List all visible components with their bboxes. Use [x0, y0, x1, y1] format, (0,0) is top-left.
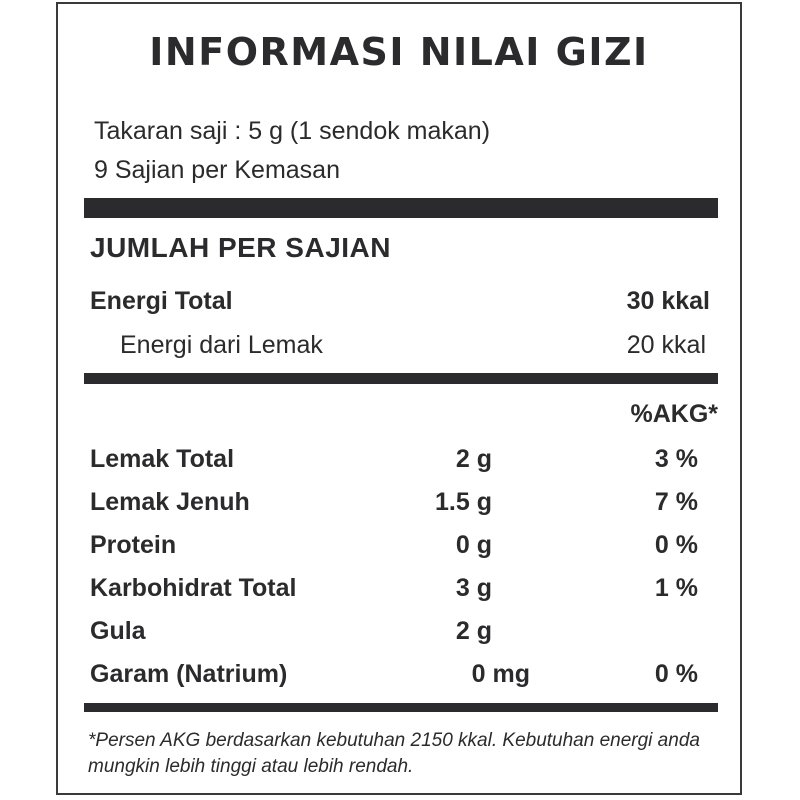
nutrient-name: Lemak Jenuh [90, 488, 250, 516]
nutrient-name: Karbohidrat Total [90, 574, 297, 602]
akg-header: %AKG* [630, 400, 718, 428]
nutrient-name: Garam (Natrium) [90, 660, 288, 688]
nutrient-row [90, 531, 710, 561]
nutrient-akg: 0 % [654, 660, 698, 688]
nutrient-amount: 1.5 g [435, 488, 492, 516]
nutrient-akg: 1 % [654, 574, 698, 602]
nutrient-amount: 0 g [455, 531, 492, 559]
nutrient-amount: 2 g [455, 445, 492, 473]
section-title: JUMLAH PER SAJIAN [90, 232, 391, 263]
energy-fat-label: Energi dari Lemak [120, 331, 323, 359]
nutrient-name: Protein [90, 531, 177, 559]
nutrient-amount: 0 mg [471, 660, 530, 688]
servings-per-pack: 9 Sajian per Kemasan [94, 156, 340, 184]
nutrient-row [90, 617, 710, 647]
nutrient-row [90, 488, 710, 518]
nutrient-akg: 0 % [654, 531, 698, 559]
nutrient-akg: 7 % [654, 488, 698, 516]
akg-footnote: *Persen AKG berdasarkan kebutuhan 2150 kkal. Kebutuhan energi anda mungkin lebih tinggi atau lebih rendah. [88, 730, 700, 777]
energy-total-value: 30 kkal [626, 287, 710, 315]
nutrient-row [90, 445, 710, 475]
nutrient-akg: 3 % [654, 445, 698, 473]
nutrient-amount: 2 g [455, 617, 492, 645]
energy-fat-value: 20 kkal [626, 331, 706, 359]
bottom-divider [84, 703, 718, 712]
nutrient-row [90, 660, 710, 690]
nutrient-amount: 3 g [455, 574, 492, 602]
nutrient-name: Gula [90, 617, 146, 645]
thick-divider [84, 198, 718, 218]
nutrient-name: Lemak Total [90, 445, 235, 473]
label-title: INFORMASI NILAI GIZI [149, 30, 649, 74]
energy-total-label: Energi Total [90, 287, 233, 315]
nutrient-row [90, 574, 710, 604]
medium-divider [84, 373, 718, 384]
nutrition-label-panel [56, 2, 742, 795]
serving-size: Takaran saji : 5 g (1 sendok makan) [94, 117, 491, 145]
